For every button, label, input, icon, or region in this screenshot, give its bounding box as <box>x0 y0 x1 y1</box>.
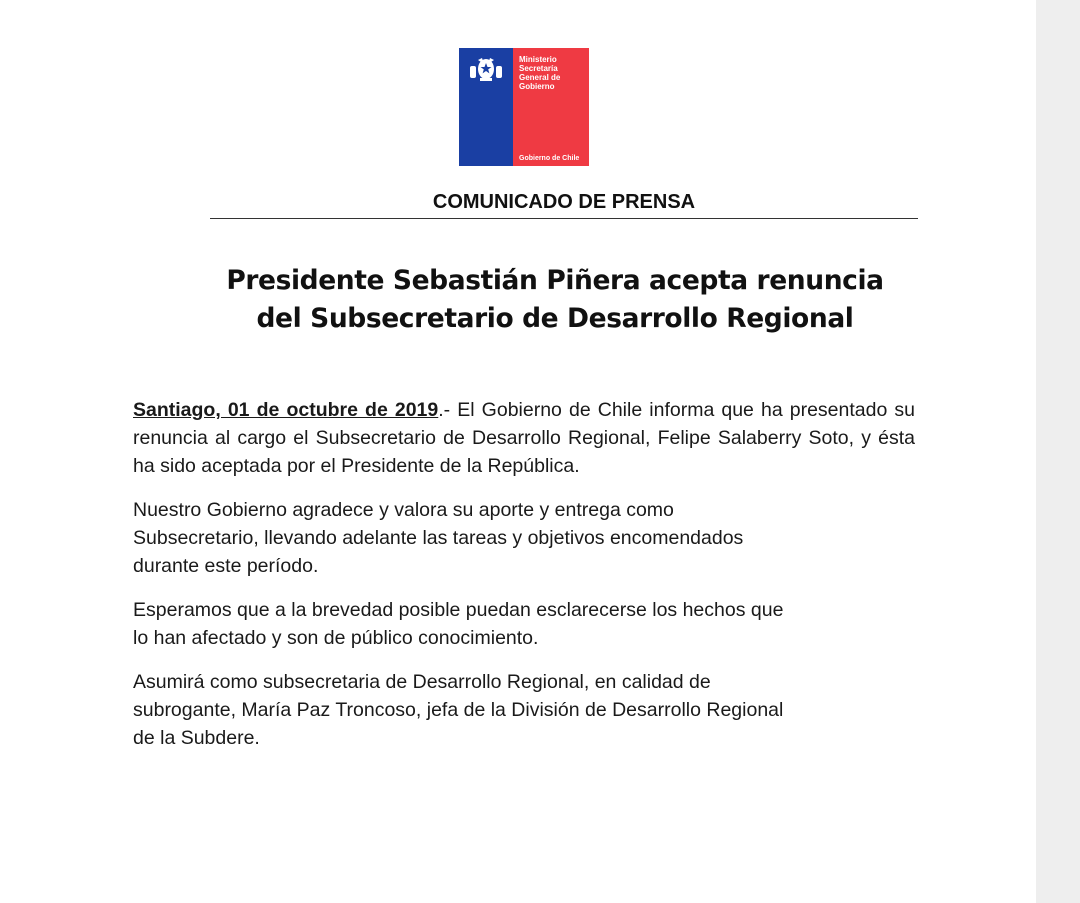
paragraph-4-line-2: subrogante, María Paz Troncoso, jefa de la División de Desarrollo Regional <box>133 699 784 721</box>
paragraph-2-line-1: Nuestro Gobierno agradece y valora su aporte y entrega como <box>133 499 674 521</box>
headline-line-1: Presidente Sebastián Piñera acepta renuncia <box>226 265 884 296</box>
press-release-heading: COMUNICADO DE PRENSA <box>210 186 918 219</box>
dateline: Santiago, 01 de octubre de 2019 <box>133 399 439 421</box>
headline <box>150 262 960 338</box>
paragraph-1-text: .- El Gobierno de Chile informa que ha presentado su renuncia al cargo el Subsecretario de Desarrollo Regional, Felipe Salaberry Soto, y ésta ha sido aceptada por el Presidente de la República. <box>133 399 916 477</box>
paragraph-2-line-3: durante este período. <box>133 555 319 577</box>
paragraph-4-line-3: de la Subdere. <box>133 727 260 749</box>
logo-red-panel <box>513 48 589 166</box>
paragraph-3 <box>133 596 915 652</box>
viewer-gutter <box>1036 0 1080 903</box>
paragraph-4-line-1: Asumirá como subsecretaria de Desarrollo Regional, en calidad de <box>133 671 711 693</box>
paragraph-1 <box>133 396 915 480</box>
paragraph-3-line-2: lo han afectado y son de público conocimiento. <box>133 627 539 649</box>
ministry-name: Ministerio Secretaría General de Gobierno <box>519 55 561 91</box>
logo-blue-panel <box>459 48 513 166</box>
coat-of-arms-icon <box>464 54 508 84</box>
paragraph-3-line-1: Esperamos que a la brevedad posible puedan esclarecerse los hechos que <box>133 599 784 621</box>
headline-line-2: del Subsecretario de Desarrollo Regional <box>256 303 854 334</box>
paragraph-4 <box>133 668 915 752</box>
government-logo <box>459 48 589 166</box>
paragraph-2-line-2: Subsecretario, llevando adelante las tareas y objetivos encomendados <box>133 527 744 549</box>
paragraph-2 <box>133 496 915 580</box>
logo-footer-text: Gobierno de Chile <box>519 155 580 162</box>
document-body <box>133 396 915 768</box>
